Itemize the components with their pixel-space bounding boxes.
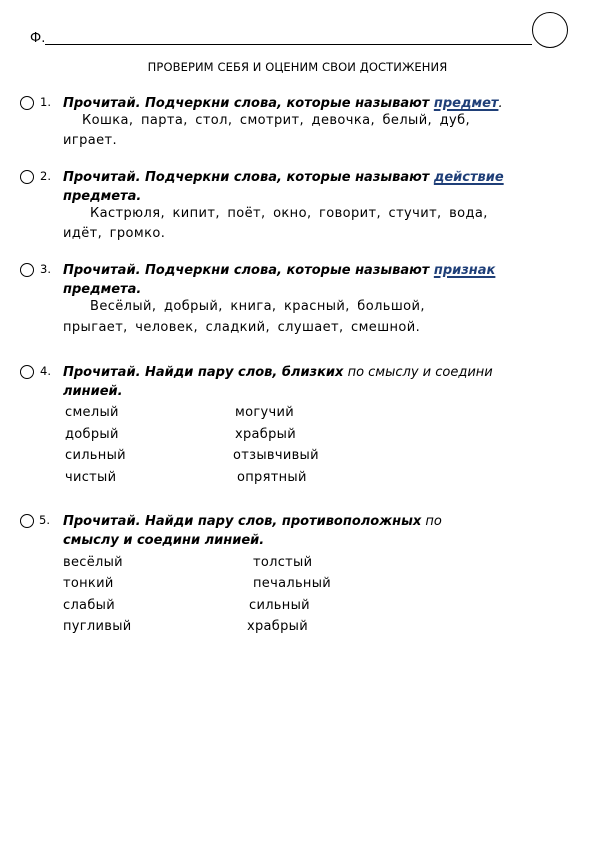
word-left[interactable]: тонкий bbox=[63, 576, 114, 591]
task-number: 5. bbox=[39, 513, 50, 527]
instruction-keyword: близких bbox=[281, 365, 344, 380]
task-number: 3. bbox=[40, 262, 51, 276]
word-left[interactable]: слабый bbox=[63, 598, 115, 613]
instruction-text-line2: предмета. bbox=[63, 282, 142, 297]
word-right[interactable]: отзывчивый bbox=[233, 448, 319, 463]
instruction-text-end: по смыслу и соедини bbox=[343, 365, 493, 380]
word-left[interactable]: сильный bbox=[65, 448, 126, 463]
task-number: 4. bbox=[40, 364, 51, 378]
task-instruction bbox=[63, 512, 573, 550]
word-right[interactable]: толстый bbox=[253, 555, 313, 570]
task-4-score-circle[interactable] bbox=[20, 365, 34, 379]
score-circle[interactable] bbox=[532, 12, 568, 48]
task-2-score-circle[interactable] bbox=[20, 170, 34, 184]
task-instruction bbox=[63, 261, 573, 299]
word-list-line: Кастрюля, кипит, поёт, окно, говорит, стучит, вода, bbox=[90, 206, 488, 221]
instruction-text: Прочитай. Подчеркни слова, которые называют bbox=[63, 96, 434, 111]
instruction-keyword: предмет bbox=[433, 96, 499, 111]
word-list-line: играет. bbox=[63, 133, 118, 148]
word-list-line: Весёлый, добрый, книга, красный, большой, bbox=[90, 299, 425, 314]
word-left[interactable]: смелый bbox=[65, 405, 119, 420]
word-left[interactable]: чистый bbox=[65, 470, 117, 485]
fio-label: Ф. bbox=[30, 31, 46, 46]
instruction-text: Прочитай. Найди пару слов, bbox=[63, 365, 282, 380]
task-number: 1. bbox=[40, 95, 51, 109]
word-right[interactable]: опрятный bbox=[237, 470, 307, 485]
word-left[interactable]: добрый bbox=[65, 427, 119, 442]
instruction-text-line2: смыслу и соедини линией. bbox=[63, 533, 265, 548]
word-list-line: прыгает, человек, сладкий, слушает, смешной. bbox=[63, 320, 421, 335]
word-right[interactable]: могучий bbox=[235, 405, 294, 420]
word-right[interactable]: храбрый bbox=[235, 427, 296, 442]
page-title: ПРОВЕРИМ СЕБЯ И ОЦЕНИМ СВОИ ДОСТИЖЕНИЯ bbox=[147, 60, 448, 74]
task-1-score-circle[interactable] bbox=[20, 96, 34, 110]
word-right[interactable]: храбрый bbox=[247, 619, 308, 634]
task-instruction bbox=[63, 363, 573, 401]
word-left[interactable]: весёлый bbox=[63, 555, 123, 570]
word-right[interactable]: сильный bbox=[249, 598, 310, 613]
instruction-text: Прочитай. Найди пару слов, bbox=[63, 514, 282, 529]
word-left[interactable]: пугливый bbox=[63, 619, 132, 634]
instruction-text-line2: предмета. bbox=[63, 189, 142, 204]
instruction-text: Прочитай. Подчеркни слова, которые называют bbox=[63, 170, 434, 185]
instruction-keyword: противоположных bbox=[281, 514, 422, 529]
task-instruction bbox=[63, 168, 573, 206]
word-right[interactable]: печальный bbox=[253, 576, 332, 591]
instruction-text: Прочитай. Подчеркни слова, которые называют bbox=[63, 263, 434, 278]
instruction-text-end: . bbox=[498, 96, 503, 111]
word-list-line: Кошка, парта, стол, смотрит, девочка, белый, дуб, bbox=[82, 113, 471, 128]
instruction-keyword: признак bbox=[433, 263, 496, 278]
fio-input-line[interactable] bbox=[45, 44, 532, 45]
word-list-line: идёт, громко. bbox=[63, 226, 166, 241]
task-3-score-circle[interactable] bbox=[20, 263, 34, 277]
instruction-text-line2: линией. bbox=[63, 384, 123, 399]
task-number: 2. bbox=[40, 169, 51, 183]
task-5-score-circle[interactable] bbox=[20, 514, 34, 528]
instruction-text-end: по bbox=[421, 514, 442, 529]
instruction-keyword: действие bbox=[433, 170, 504, 185]
